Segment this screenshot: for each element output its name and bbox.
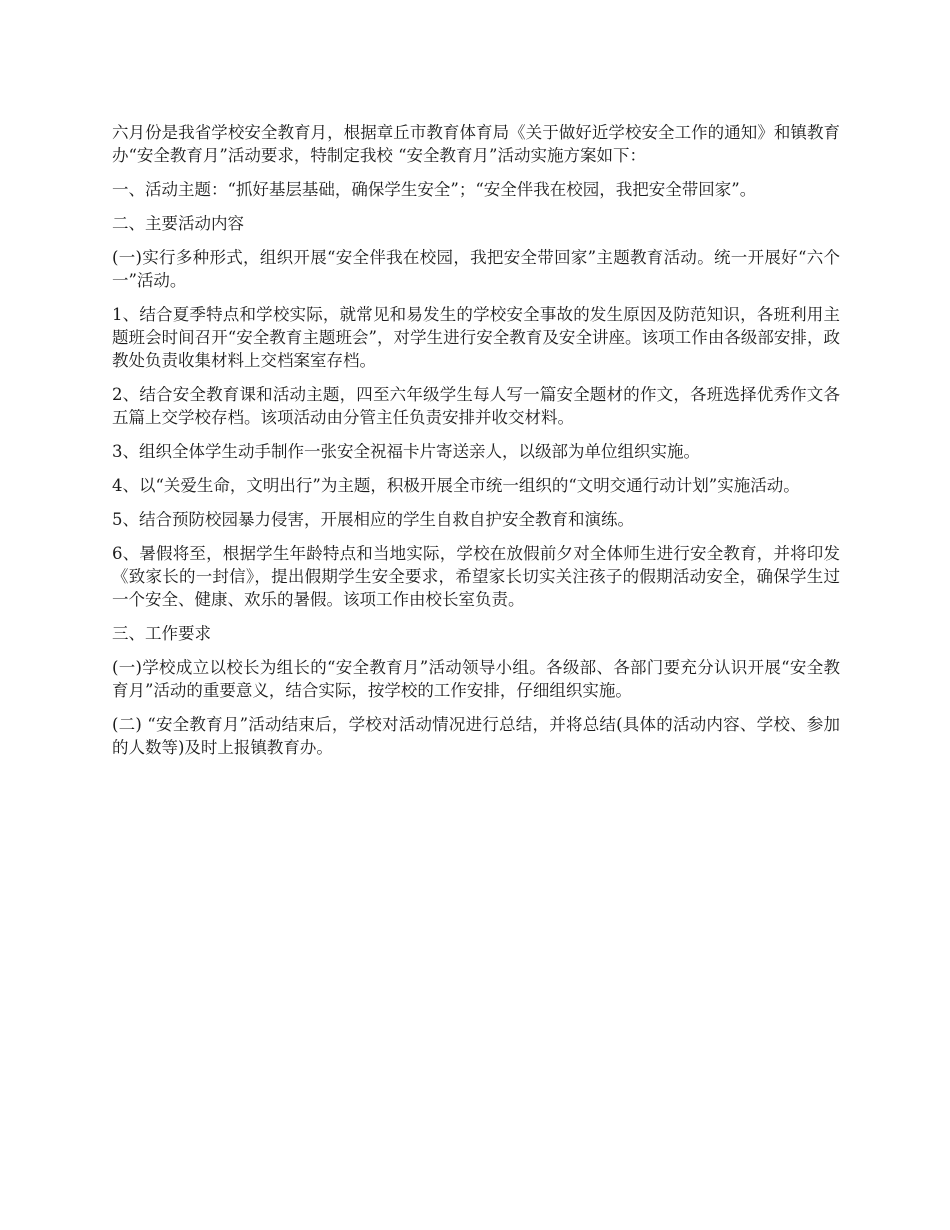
list-item-5: 5、结合预防校园暴力侵害，开展相应的学生自救自护安全教育和演练。 <box>112 510 634 529</box>
requirement-paragraph-2: (二) “安全教育月”活动结束后，学校对活动情况进行总结，并将总结(具体的活动内容、学校、参加的人数等)及时上报镇教育办。 <box>112 715 840 757</box>
list-item-6: 6、暑假将至，根据学生年龄特点和当地实际，学校在放假前夕对全体师生进行安全教育，并将印发《致家长的一封信》，提出假期学生安全要求，希望家长切实关注孩子的假期活动安全，确保学生过一个安全、健康、欢乐的暑假。该项工作由校长室负责。 <box>112 544 840 609</box>
list-item-4: 4、以“关爱生命，文明出行”为主题，积极开展全市统一组织的“文明交通行动计划”实施活动。 <box>112 476 800 495</box>
list-item-3: 3、组织全体学生动手制作一张安全祝福卡片寄送亲人，以级部为单位组织实施。 <box>112 442 700 461</box>
document-body <box>112 121 840 770</box>
intro-paragraph: 六月份是我省学校安全教育月，根据章丘市教育体育局《关于做好近学校安全工作的通知》和镇教育办“安全教育月”活动要求，特制定我校 “安全教育月”活动实施方案如下： <box>112 123 840 165</box>
list-item-1: 1、结合夏季特点和学校实际，就常见和易发生的学校安全事故的发生原因及防范知识，各班利用主题班会时间召开“安全教育主题班会”，对学生进行安全教育及安全讲座。该项工作由各级部安排，政教处负责收集材料上交档案室存档。 <box>112 305 840 370</box>
section-heading-requirements: 三、工作要求 <box>112 624 211 643</box>
paragraph-activities-overview: (一)实行多种形式，组织开展“安全伴我在校园，我把安全带回家”主题教育活动。统一开展好“六个一”活动。 <box>112 248 840 290</box>
section-heading-theme: 一、活动主题：“抓好基层基础，确保学生安全”；“安全伴我在校园，我把安全带回家”。 <box>112 180 757 199</box>
list-item-2: 2、结合安全教育课和活动主题，四至六年级学生每人写一篇安全题材的作文，各班选择优秀作文各五篇上交学校存档。该项活动由分管主任负责安排并收交材料。 <box>112 385 840 427</box>
section-heading-activities: 二、主要活动内容 <box>112 214 244 233</box>
requirement-paragraph-1: (一)学校成立以校长为组长的“安全教育月”活动领导小组。各级部、各部门要充分认识开展“安全教育月”活动的重要意义，结合实际，按学校的工作安排，仔细组织实施。 <box>112 658 840 700</box>
